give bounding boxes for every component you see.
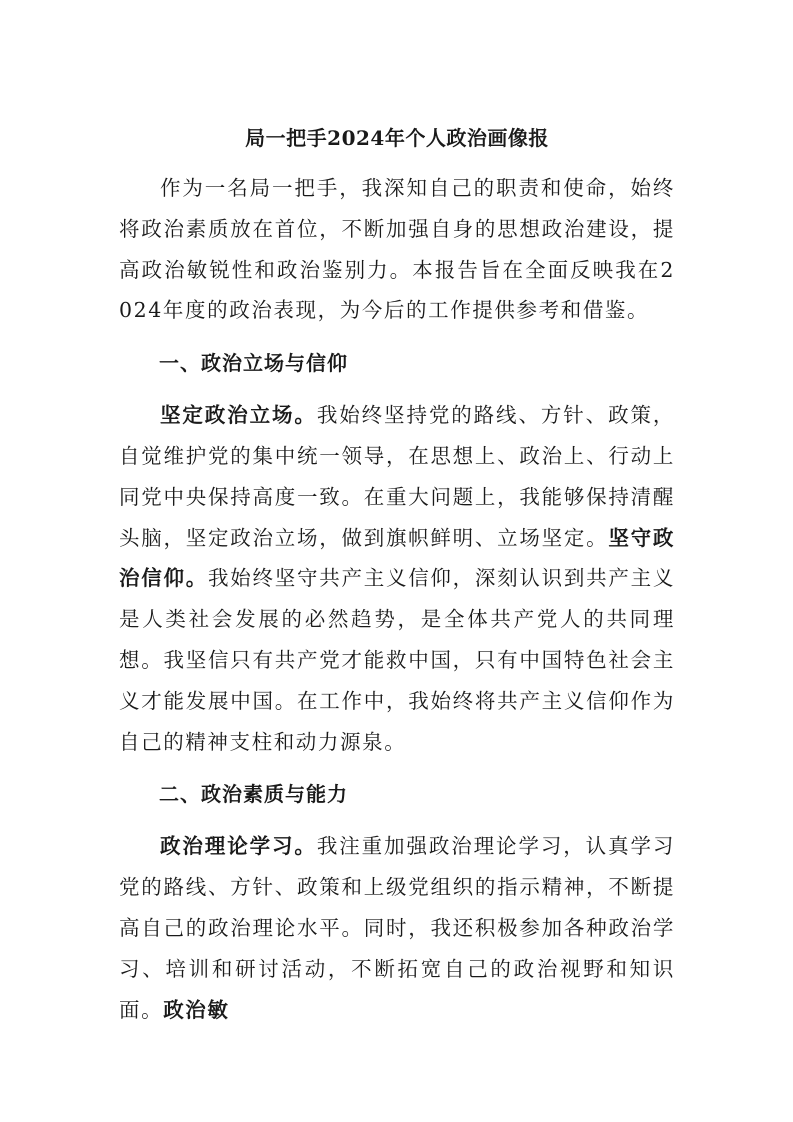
section-heading-2: 二、政治素质与能力	[159, 782, 348, 807]
section2-lead-theory-study: 政治理论学习。	[160, 834, 317, 859]
section1-lead-political-stance: 坚定政治立场。	[160, 403, 317, 428]
section1-text-political-stance: 我始终坚持党的路线、方针、政策，自觉维护党的集中统一领导，在思想上、政治上、行动上同党中央保持高度一致。在重大问题上，我能够保持清醒头脑，坚定政治立场，做到旗帜鲜明、立场坚定。	[119, 403, 675, 550]
section2-lead-political-sensitivity: 政治敏	[163, 997, 230, 1022]
section1-text-political-belief: 我始终坚守共产主义信仰，深刻认识到共产主义是人类社会发展的必然趋势，是全体共产党人的共同理想。我坚信只有共产党才能救中国，只有中国特色社会主义才能发展中国。在工作中，我始终将共产主义信仰作为自己的精神支柱和动力源泉。	[119, 566, 675, 754]
section1-paragraph	[119, 395, 675, 762]
section-heading-1: 一、政治立场与信仰	[159, 351, 348, 376]
section1-lead-political-belief: 坚守政治信仰。	[119, 525, 675, 591]
document-body	[119, 118, 675, 1030]
section2-text-theory-study: 我注重加强政治理论学习，认真学习党的路线、方针、政策和上级党组织的指示精神，不断提高自己的政治理论水平。同时，我还积极参加各种政治学习、培训和研讨活动，不断拓宽自己的政治视野和知识面。	[119, 834, 675, 1022]
intro-paragraph: 作为一名局一把手，我深知自己的职责和使命，始终将政治素质放在首位，不断加强自身的思想政治建设，提高政治敏锐性和政治鉴别力。本报告旨在全面反映我在2024年度的政治表现，为今后的工作提供参考和借鉴。	[119, 176, 675, 323]
section2-paragraph	[119, 826, 675, 1030]
document-title: 局一把手2024年个人政治画像报	[245, 126, 549, 150]
